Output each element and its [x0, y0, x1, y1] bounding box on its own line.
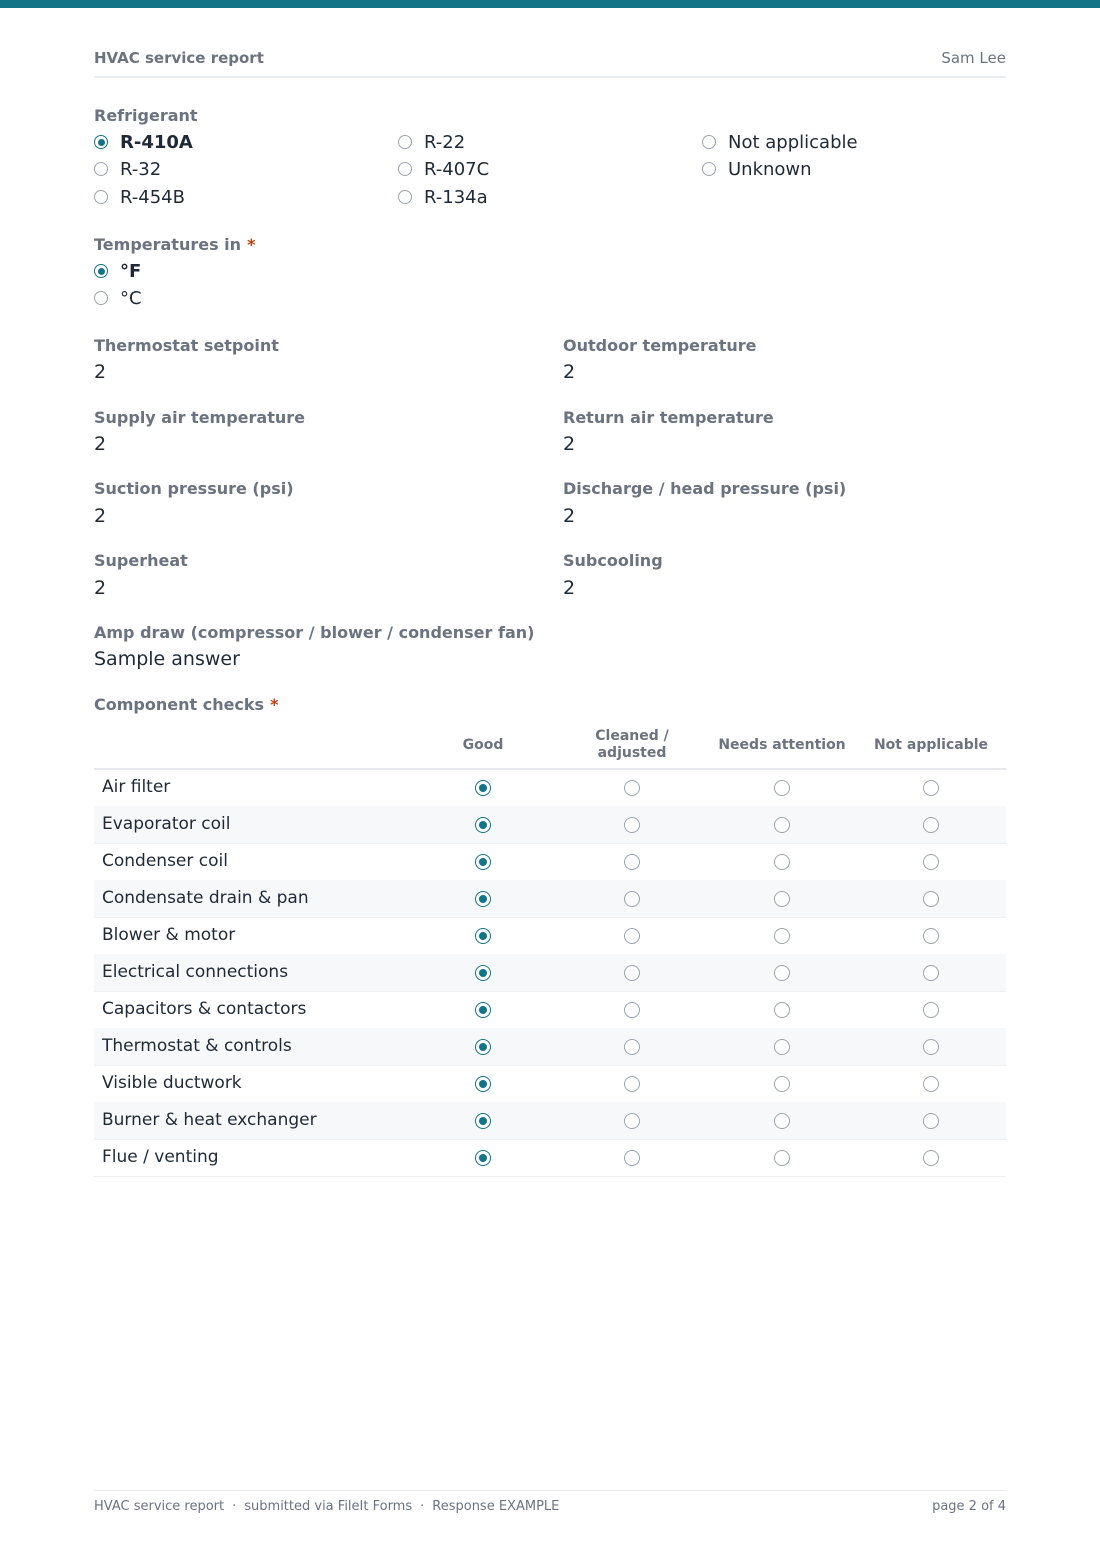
refrigerant-option[interactable]: R-407C: [398, 156, 489, 182]
thermostat-setpoint-value: 2: [94, 361, 107, 383]
radio-unchecked-icon: [624, 891, 640, 907]
radio-unchecked-icon: [774, 928, 790, 944]
radio-unchecked-icon: [774, 1039, 790, 1055]
radio-unchecked-icon: [774, 780, 790, 796]
row-label: Burner & heat exchanger: [102, 1110, 317, 1130]
footer-form-name: HVAC service report: [94, 1499, 225, 1514]
radio-unchecked-icon: [923, 1113, 939, 1129]
radio-unchecked-icon: [774, 1150, 790, 1166]
thermostat-setpoint-label: Thermostat setpoint: [94, 336, 279, 355]
discharge-pressure-value: 2: [563, 505, 576, 527]
radio-cell[interactable]: [612, 991, 652, 1028]
radio-cell[interactable]: [612, 1102, 652, 1139]
amp-draw-value: Sample answer: [94, 648, 240, 670]
column-header-good: Good: [462, 736, 504, 753]
row-label: Condensate drain & pan: [102, 888, 309, 908]
radio-unchecked-icon: [624, 1039, 640, 1055]
radio-cell[interactable]: [762, 1102, 802, 1139]
radio-cell[interactable]: [762, 991, 802, 1028]
table-row: [94, 843, 1006, 881]
table-row: [94, 880, 1006, 918]
radio-cell[interactable]: [762, 769, 802, 806]
radio-cell[interactable]: [612, 769, 652, 806]
return-air-temperature-label: Return air temperature: [563, 408, 774, 427]
column-header-not-applicable: Not applicable: [873, 736, 989, 753]
table-row: [94, 1102, 1006, 1140]
row-label: Flue / venting: [102, 1147, 219, 1167]
radio-cell[interactable]: [612, 1139, 652, 1176]
radio-cell[interactable]: [612, 917, 652, 954]
radio-cell[interactable]: [911, 954, 951, 991]
row-label: Electrical connections: [102, 962, 289, 982]
radio-cell[interactable]: [463, 954, 503, 991]
supply-air-temperature-value: 2: [94, 433, 107, 455]
refrigerant-option[interactable]: R-22: [398, 129, 465, 155]
refrigerant-option[interactable]: Unknown: [702, 156, 812, 182]
radio-cell[interactable]: [911, 1028, 951, 1065]
radio-unchecked-icon: [923, 1039, 939, 1055]
radio-unchecked-icon: [923, 1076, 939, 1092]
radio-cell[interactable]: [762, 1065, 802, 1102]
radio-cell[interactable]: [911, 806, 951, 843]
radio-unchecked-icon: [398, 190, 412, 204]
footer-separator: ·: [232, 1499, 237, 1514]
component-checks-header: [94, 722, 1006, 770]
radio-cell[interactable]: [762, 880, 802, 917]
radio-unchecked-icon: [923, 780, 939, 796]
superheat-value: 2: [94, 577, 107, 599]
table-row: [94, 917, 1006, 955]
row-label: Visible ductwork: [102, 1073, 242, 1093]
suction-pressure-label: Suction pressure (psi): [94, 479, 294, 498]
refrigerant-option[interactable]: R-454B: [94, 184, 185, 210]
row-label: Evaporator coil: [102, 814, 231, 834]
radio-cell[interactable]: [911, 843, 951, 880]
radio-cell[interactable]: [911, 917, 951, 954]
radio-cell[interactable]: [463, 1102, 503, 1139]
superheat-label: Superheat: [94, 551, 188, 570]
radio-checked-icon: [475, 1039, 491, 1055]
radio-cell[interactable]: [612, 954, 652, 991]
column-header-needs-attention: Needs attention: [718, 736, 846, 753]
radio-unchecked-icon: [923, 928, 939, 944]
suction-pressure-value: 2: [94, 505, 107, 527]
radio-cell[interactable]: [463, 806, 503, 843]
table-row: [94, 806, 1006, 844]
subcooling-value: 2: [563, 577, 576, 599]
radio-cell[interactable]: [762, 843, 802, 880]
top-accent-bar: [0, 0, 1100, 8]
radio-unchecked-icon: [94, 291, 108, 305]
table-row: [94, 991, 1006, 1029]
radio-unchecked-icon: [624, 780, 640, 796]
radio-unchecked-icon: [774, 1002, 790, 1018]
radio-cell[interactable]: [463, 1065, 503, 1102]
return-air-temperature-value: 2: [563, 433, 576, 455]
radio-unchecked-icon: [923, 854, 939, 870]
radio-cell[interactable]: [911, 991, 951, 1028]
outdoor-temperature-value: 2: [563, 361, 576, 383]
footer-submitted-via: submitted via FileIt Forms: [244, 1499, 413, 1514]
footer-separator: ·: [420, 1499, 425, 1514]
radio-unchecked-icon: [923, 891, 939, 907]
radio-cell[interactable]: [762, 917, 802, 954]
radio-unchecked-icon: [94, 162, 108, 176]
radio-unchecked-icon: [624, 1076, 640, 1092]
table-row: [94, 954, 1006, 992]
refrigerant-option[interactable]: R-410A: [94, 129, 193, 155]
radio-unchecked-icon: [398, 135, 412, 149]
refrigerant-label: Refrigerant: [94, 106, 198, 125]
radio-cell[interactable]: [911, 1139, 951, 1176]
radio-unchecked-icon: [94, 190, 108, 204]
radio-unchecked-icon: [774, 1113, 790, 1129]
radio-cell[interactable]: [911, 1102, 951, 1139]
component-checks-label: Component checks *: [94, 695, 279, 714]
radio-cell[interactable]: [612, 1065, 652, 1102]
required-marker: *: [247, 235, 256, 254]
table-row: [94, 1139, 1006, 1177]
page-header: [94, 48, 1006, 78]
radio-unchecked-icon: [702, 135, 716, 149]
table-row: [94, 769, 1006, 807]
column-header-cleaned-adjusted: Cleaned / adjusted: [595, 728, 669, 761]
radio-unchecked-icon: [702, 162, 716, 176]
radio-unchecked-icon: [774, 891, 790, 907]
temperature-unit-option[interactable]: °F: [94, 258, 141, 284]
radio-cell[interactable]: [911, 880, 951, 917]
radio-cell[interactable]: [463, 769, 503, 806]
radio-unchecked-icon: [624, 1002, 640, 1018]
subcooling-label: Subcooling: [563, 551, 663, 570]
radio-unchecked-icon: [624, 965, 640, 981]
radio-checked-icon: [475, 1002, 491, 1018]
row-label: Air filter: [102, 777, 171, 797]
radio-cell[interactable]: [463, 991, 503, 1028]
radio-unchecked-icon: [624, 1113, 640, 1129]
radio-cell[interactable]: [463, 1028, 503, 1065]
temperature-unit-option[interactable]: °C: [94, 285, 142, 311]
radio-cell[interactable]: [762, 954, 802, 991]
radio-checked-icon: [94, 135, 108, 149]
radio-cell[interactable]: [762, 1028, 802, 1065]
table-row: [94, 1065, 1006, 1103]
radio-cell[interactable]: [612, 1028, 652, 1065]
footer-info: [94, 1499, 559, 1514]
row-label: Condenser coil: [102, 851, 228, 871]
radio-checked-icon: [475, 854, 491, 870]
radio-cell[interactable]: [463, 917, 503, 954]
radio-checked-icon: [475, 928, 491, 944]
radio-unchecked-icon: [923, 1150, 939, 1166]
amp-draw-label: Amp draw (compressor / blower / condenser fan): [94, 623, 535, 642]
refrigerant-option[interactable]: R-134a: [398, 184, 488, 210]
radio-unchecked-icon: [624, 928, 640, 944]
radio-checked-icon: [475, 1113, 491, 1129]
respondent-name: Sam Lee: [941, 49, 1006, 67]
radio-checked-icon: [475, 780, 491, 796]
radio-unchecked-icon: [774, 854, 790, 870]
required-marker: *: [270, 695, 279, 714]
page-number: page 2 of 4: [932, 1499, 1006, 1514]
radio-cell[interactable]: [463, 1139, 503, 1176]
radio-unchecked-icon: [923, 817, 939, 833]
refrigerant-option[interactable]: Not applicable: [702, 129, 858, 155]
page-footer: [94, 1490, 1006, 1521]
footer-response: Response EXAMPLE: [432, 1499, 560, 1514]
report-title: HVAC service report: [94, 49, 264, 67]
discharge-pressure-label: Discharge / head pressure (psi): [563, 479, 847, 498]
table-row: [94, 1028, 1006, 1066]
radio-unchecked-icon: [398, 162, 412, 176]
radio-cell[interactable]: [911, 1065, 951, 1102]
outdoor-temperature-label: Outdoor temperature: [563, 336, 757, 355]
radio-cell[interactable]: [612, 880, 652, 917]
temperatures-label: Temperatures in *: [94, 235, 256, 254]
radio-checked-icon: [475, 817, 491, 833]
row-label: Blower & motor: [102, 925, 236, 945]
radio-cell[interactable]: [463, 880, 503, 917]
radio-checked-icon: [475, 1076, 491, 1092]
radio-cell[interactable]: [463, 843, 503, 880]
radio-unchecked-icon: [774, 817, 790, 833]
radio-checked-icon: [475, 965, 491, 981]
radio-checked-icon: [94, 264, 108, 278]
radio-cell[interactable]: [911, 769, 951, 806]
radio-unchecked-icon: [923, 1002, 939, 1018]
radio-unchecked-icon: [624, 854, 640, 870]
radio-cell[interactable]: [612, 843, 652, 880]
radio-unchecked-icon: [624, 817, 640, 833]
radio-unchecked-icon: [624, 1150, 640, 1166]
radio-cell[interactable]: [612, 806, 652, 843]
radio-unchecked-icon: [774, 965, 790, 981]
radio-checked-icon: [475, 891, 491, 907]
supply-air-temperature-label: Supply air temperature: [94, 408, 305, 427]
radio-unchecked-icon: [774, 1076, 790, 1092]
refrigerant-option[interactable]: R-32: [94, 156, 161, 182]
row-label: Thermostat & controls: [102, 1036, 292, 1056]
radio-checked-icon: [475, 1150, 491, 1166]
radio-cell[interactable]: [762, 806, 802, 843]
radio-cell[interactable]: [762, 1139, 802, 1176]
radio-unchecked-icon: [923, 965, 939, 981]
row-label: Capacitors & contactors: [102, 999, 307, 1019]
